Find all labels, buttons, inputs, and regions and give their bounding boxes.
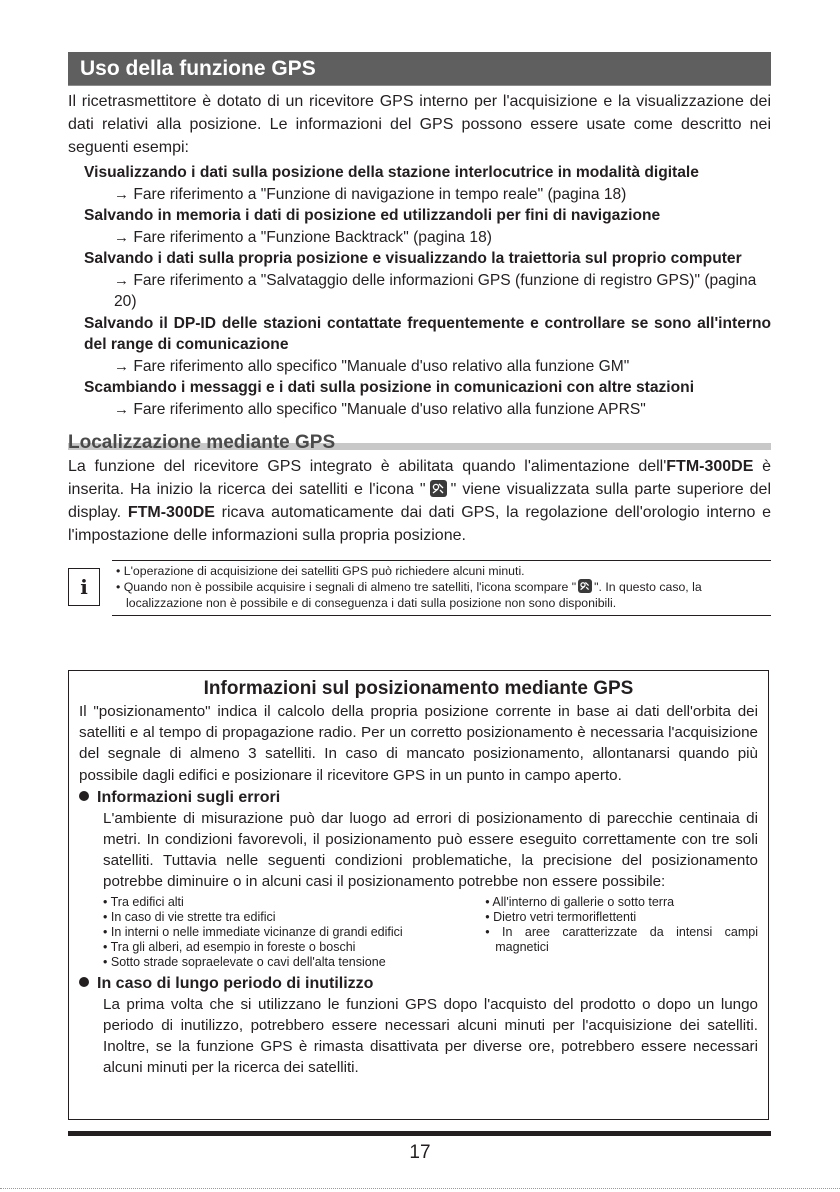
reference-text: Fare riferimento allo specifico "Manuale d'uso relativo alla funzione APRS" <box>133 400 646 418</box>
list-text: Sotto strade sopraelevate o cavi dell'alta tensione <box>110 955 386 970</box>
errors-heading <box>79 787 758 808</box>
example-reference <box>114 399 771 421</box>
list-text: In aree caratterizzate da intensi campi magnetici <box>495 925 758 955</box>
example-reference <box>114 270 771 313</box>
text-run: è inserita. Ha inizio la ricerca dei satelliti e l'icona " <box>68 458 771 499</box>
intro-paragraph: Il ricetrasmettitore è dotato di un ricevitore GPS interno per l'acquisizione e la visualizzazione dei dati relativi alla posizione. Le informazioni del GPS possono essere usate come descritto nei seguenti esempi: <box>68 93 771 156</box>
info-icon: i <box>68 568 100 606</box>
example-heading: Salvando il DP-ID delle stazioni contattate frequentemente e controllare se sono all'interno del range di comunicazione <box>84 314 771 354</box>
section-title: Uso della funzione GPS <box>68 52 771 86</box>
conditions-left <box>103 895 485 971</box>
list-text: Dietro vetri termoriflettenti <box>493 909 637 924</box>
list-text: In interni o nelle immediate vicinanze di grandi edifici <box>110 925 403 940</box>
list-item: • In aree caratterizzate da intensi campi magnetici <box>485 925 758 955</box>
box-intro: Il "posizionamento" indica il calcolo della propria posizione corrente in base ai dati dell'orbita dei satelliti e al tempo di propagazione radio. Per un corretto posizionamento è necessaria l'acquisizione del segnale di almeno 3 satelliti. In caso di mancato posizionamento, allontanarsi quando più possibile dagli edifici e posizionare il ricevitore GPS in un punto in campo aperto. <box>79 703 758 784</box>
list-item: • Dietro vetri termoriflettenti <box>485 909 637 924</box>
note-list <box>112 563 771 611</box>
subsection-title: Localizzazione mediante GPS <box>68 432 336 454</box>
note-item: • L'operazione di acquisizione dei satelliti GPS può richiedere alcuni minuti. <box>116 563 525 578</box>
note-text: Quando non è possibile acquisire i segnali di almeno tre satelliti, l'icona scompare " <box>123 579 577 594</box>
page-number: 17 <box>409 1142 431 1163</box>
gps-searching-icon <box>430 480 447 497</box>
list-item: • Tra edifici alti <box>103 894 184 909</box>
heading-text: Informazioni sugli errori <box>97 788 281 806</box>
example-heading: Salvando i dati sulla propria posizione e visualizzando la traiettoria sul proprio computer <box>84 250 742 268</box>
arrow-icon: → <box>114 271 129 289</box>
errors-text: L'ambiente di misurazione può dar luogo ad errori di posizionamento di parecchie centinaia di metri. In condizioni favorevoli, il posizionamento può essere eseguito correttamente con tre soli satelliti. Tuttavia nelle seguenti condizioni problematiche, la precisione del posizionamento potrebbe diminuire o in alcuni casi il posizionamento potrebbe non essere possibile: <box>103 809 758 891</box>
note-text: ". In questo caso, la localizzazione non è possibile e di conseguenza i dati sulla posizione non sono disponibili. <box>126 579 702 610</box>
arrow-icon: → <box>114 185 129 203</box>
subsection-heading <box>68 428 771 452</box>
box-title: Informazioni sul posizionamento mediante GPS <box>203 678 634 699</box>
list-text: Tra gli alberi, ad esempio in foreste o boschi <box>110 940 356 955</box>
list-text: In caso di vie strette tra edifici <box>110 909 276 924</box>
unused-heading <box>79 973 758 994</box>
heading-text: In caso di lungo periodo di inutilizzo <box>97 974 374 992</box>
reference-text: Fare riferimento a "Funzione Backtrack" (pagina 18) <box>133 228 492 246</box>
example-heading: Salvando in memoria i dati di posizione ed utilizzandoli per fini di navigazione <box>84 207 661 225</box>
divider <box>112 560 771 561</box>
arrow-icon: → <box>114 400 129 418</box>
unused-text: La prima volta che si utilizzano le funzioni GPS dopo l'acquisto del prodotto o dopo un lungo periodo di inutilizzo, potrebbero essere necessari alcuni minuti per l'acquisizione dei satelliti. Inoltre, se la funzione GPS è rimasta disattivata per diverse ore, potrebbero essere necessari alcuni minuti per la ricerca dei satelliti. <box>103 995 758 1077</box>
reference-text: Fare riferimento allo specifico "Manuale d'uso relativo alla funzione GM" <box>133 357 630 375</box>
text-run: ricava automaticamente dai dati GPS, la regolazione dell'orologio interno e l'impostazione delle informazioni sulla propria posizione. <box>68 503 772 544</box>
conditions-right <box>485 895 758 971</box>
list-text: All'interno di gallerie o sotto terra <box>492 894 675 909</box>
list-item: • Tra gli alberi, ad esempio in foreste o boschi <box>103 940 356 955</box>
footer-rule <box>68 1131 771 1136</box>
page-content <box>68 52 771 616</box>
gps-searching-icon <box>578 579 592 593</box>
gps-info-box <box>68 670 769 1120</box>
info-note <box>68 560 771 616</box>
conditions-list <box>103 895 758 971</box>
example-reference <box>114 184 771 206</box>
model-name: FTM-300DE <box>666 458 754 476</box>
arrow-icon: → <box>114 228 129 246</box>
list-item: • Sotto strade sopraelevate o cavi dell'alta tensione <box>103 955 386 970</box>
model-name: FTM-300DE <box>127 503 215 521</box>
bullet-icon <box>79 791 89 801</box>
text-run: La funzione del ricevitore GPS integrato è abilitata quando l'alimentazione dell' <box>68 458 667 476</box>
list-item: • In caso di vie strette tra edifici <box>103 909 276 924</box>
note-text: L'operazione di acquisizione dei satelliti GPS può richiedere alcuni minuti. <box>123 563 525 578</box>
example-heading: Visualizzando i dati sulla posizione della stazione interlocutrice in modalità digitale <box>84 164 699 182</box>
note-item: • Quando non è possibile acquisire i segnali di almeno tre satelliti, l'icona scompare " ". In questo caso, la localizzazione non è possibile e di conseguenza i dati sulla posizione non sono disponibili. <box>116 579 702 610</box>
reference-text: Fare riferimento a "Salvataggio delle informazioni GPS (funzione di registro GPS)" (pagina 20) <box>114 271 757 311</box>
divider <box>112 615 771 616</box>
example-heading: Scambiando i messaggi e i dati sulla posizione in comunicazioni con altre stazioni <box>84 379 695 397</box>
crop-line <box>0 1188 840 1189</box>
bullet-icon <box>79 977 89 987</box>
localization-paragraph <box>68 456 771 547</box>
list-item: • In interni o nelle immediate vicinanze di grandi edifici <box>103 925 403 940</box>
example-list <box>84 162 771 420</box>
list-text: Tra edifici alti <box>110 894 184 909</box>
reference-text: Fare riferimento a "Funzione di navigazione in tempo reale" (pagina 18) <box>133 185 627 203</box>
example-reference <box>114 227 771 249</box>
text-run: " viene visualizzata sulla parte superiore del display. <box>68 481 772 521</box>
example-reference <box>114 356 771 378</box>
arrow-icon: → <box>114 357 129 375</box>
list-item: • All'interno di gallerie o sotto terra <box>485 894 675 909</box>
